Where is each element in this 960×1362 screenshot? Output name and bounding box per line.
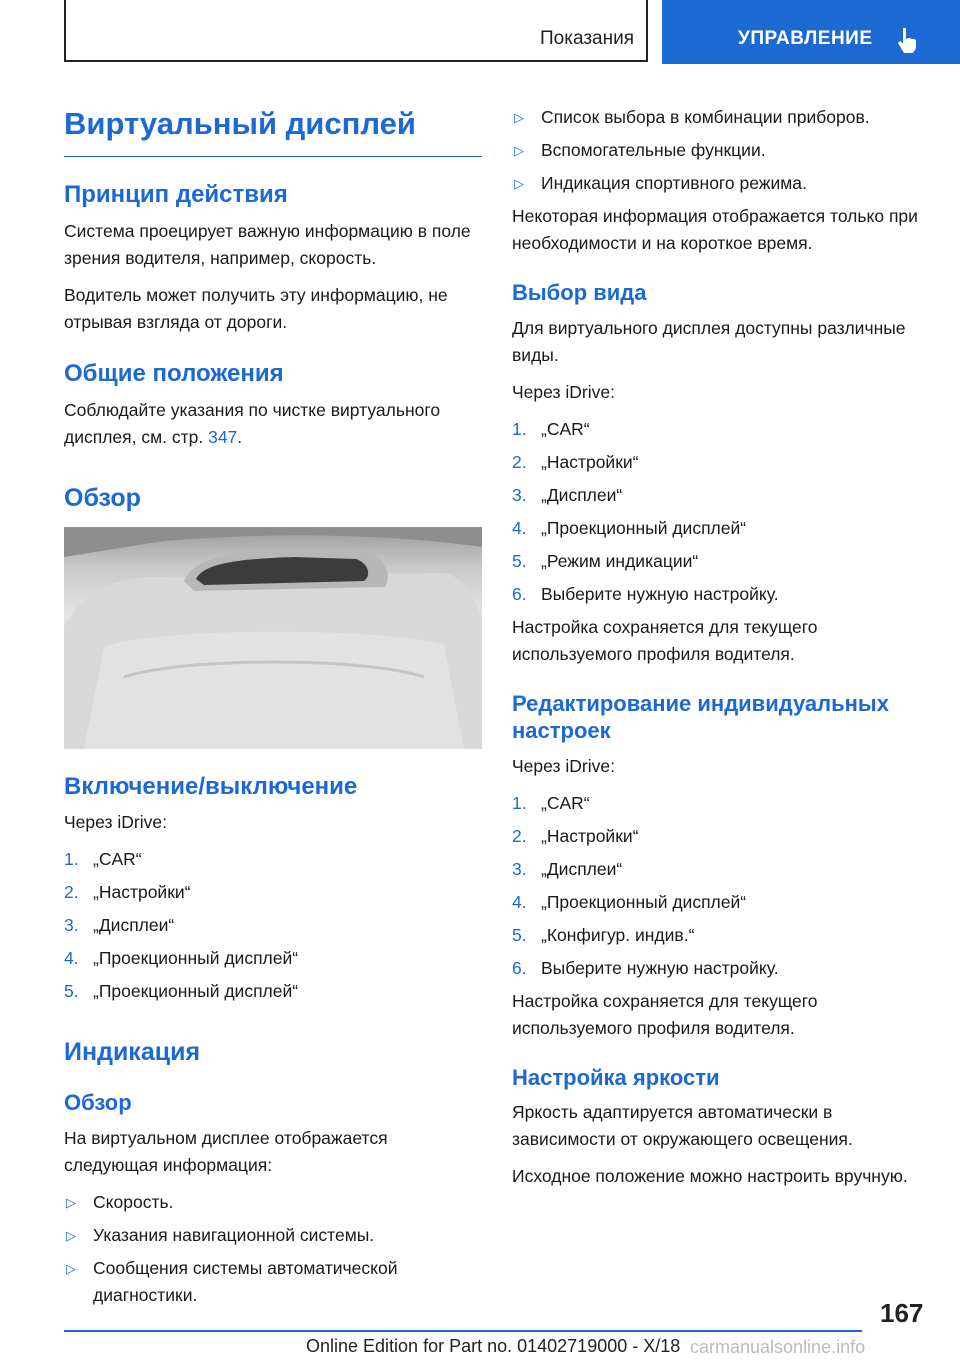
list-item: ▷ Указания навигационной системы. [64, 1222, 482, 1249]
heading-general: Общие положения [64, 359, 284, 387]
list-item: 4. „Проекционный дисплей“ [512, 517, 747, 538]
footer-edition: Online Edition for Part no. 01402719000 - X/18 [306, 1336, 681, 1356]
heading-view: Выбор вида [512, 280, 647, 305]
list-item: 4. „Проекционный дисплей“ [512, 891, 747, 912]
page-title: Виртуальный дисплей [64, 106, 482, 157]
section-tab [64, 0, 648, 62]
list-item: 2. „Настройки“ [512, 825, 639, 846]
principle-p2: Водитель может получить эту информацию, не отрывая взгляда от дороги. [64, 284, 448, 332]
section-title: Показания [540, 28, 634, 49]
heading-brightness: Настройка яркости [512, 1064, 720, 1090]
triangle-right-icon: ▷ [514, 176, 524, 191]
triangle-right-icon: ▷ [66, 1260, 76, 1276]
list-item: 5. „Конфигур. индив.“ [512, 924, 695, 945]
footer-divider [64, 1330, 862, 1332]
list-item: 2. „Настройки“ [512, 451, 639, 472]
view-saved: Настройка сохраняется для текущего используемого профиля водителя. [512, 616, 818, 664]
heading-indication: Индикация [64, 1038, 201, 1067]
individual-saved: Настройка сохраняется для текущего используемого профиля водителя. [512, 990, 818, 1038]
page-link[interactable]: 347 [208, 426, 238, 447]
list-item: ▷ Сообщения системы автоматической диагностики. [64, 1255, 482, 1309]
list-item: 6. Выберите нужную настройку. [512, 957, 779, 978]
heading-principle: Принцип действия [64, 181, 288, 208]
list-item: 1. „CAR“ [512, 418, 590, 439]
indication-note: Некоторая информация отображается только при необходимости и на короткое время. [512, 206, 918, 253]
triangle-right-icon: ▷ [66, 1194, 76, 1210]
onoff-steps [64, 846, 482, 1005]
indication-items-cont [512, 104, 930, 197]
view-steps [512, 416, 930, 608]
principle-p1: Система проецирует важную информацию в поле зрения водителя, например, скорость. [64, 220, 471, 268]
individual-steps [512, 790, 930, 982]
list-item: ▷ Скорость. [64, 1189, 482, 1216]
list-item: 6. Выберите нужную настройку. [512, 583, 779, 604]
list-item: 4. „Проекционный дисплей“ [64, 948, 299, 969]
view-intro: Через iDrive: [512, 381, 615, 402]
indication-items [64, 1189, 482, 1309]
hand-pointer-icon [896, 26, 920, 54]
list-item: 3. „Дисплеи“ [64, 915, 175, 936]
list-item: 1. „CAR“ [512, 792, 590, 813]
chapter-title: УПРАВЛЕНИЕ [738, 28, 873, 49]
triangle-right-icon: ▷ [514, 110, 524, 125]
brightness-p2: Исходное положение можно настроить вручную. [512, 1166, 908, 1186]
watermark: carmanualsonline.info [690, 1337, 866, 1357]
list-item: 3. „Дисплеи“ [512, 858, 623, 879]
list-item: 5. „Режим индикации“ [512, 550, 699, 571]
list-item: 2. „Настройки“ [64, 882, 191, 903]
heading-onoff: Включение/выключение [64, 772, 358, 800]
general-text: Соблюдайте указания по чистке виртуального дисплея, см. стр. 347. [64, 399, 441, 447]
indication-intro: На виртуальном дисплее отображается следующая информация: [64, 1127, 388, 1175]
head-up-display-photo [64, 527, 482, 749]
left-column [64, 100, 482, 1315]
onoff-intro: Через iDrive: [64, 812, 167, 833]
list-item: 3. „Дисплеи“ [512, 484, 623, 505]
right-column [512, 100, 930, 1200]
page-number: 167 [880, 1298, 924, 1328]
list-item: 1. „CAR“ [64, 849, 142, 870]
brightness-p1: Яркость адаптируется автоматически в зависимости от окружающего освещения. [512, 1102, 853, 1149]
heading-individual: Редактирование индивидуальных настроек [512, 690, 889, 743]
triangle-right-icon: ▷ [66, 1227, 76, 1243]
chapter-tab [662, 0, 960, 64]
view-p1: Для виртуального дисплея доступны различные виды. [512, 317, 906, 365]
subheading-overview: Обзор [64, 1090, 132, 1116]
list-item: ▷ Список выбора в комбинации приборов. [512, 104, 930, 131]
individual-intro: Через iDrive: [512, 755, 615, 776]
heading-overview: Обзор [64, 483, 141, 512]
triangle-right-icon: ▷ [514, 143, 524, 158]
list-item: 5. „Проекционный дисплей“ [64, 981, 299, 1002]
list-item: ▷ Вспомогательные функции. [512, 137, 930, 164]
list-item: ▷ Индикация спортивного режима. [512, 170, 930, 197]
